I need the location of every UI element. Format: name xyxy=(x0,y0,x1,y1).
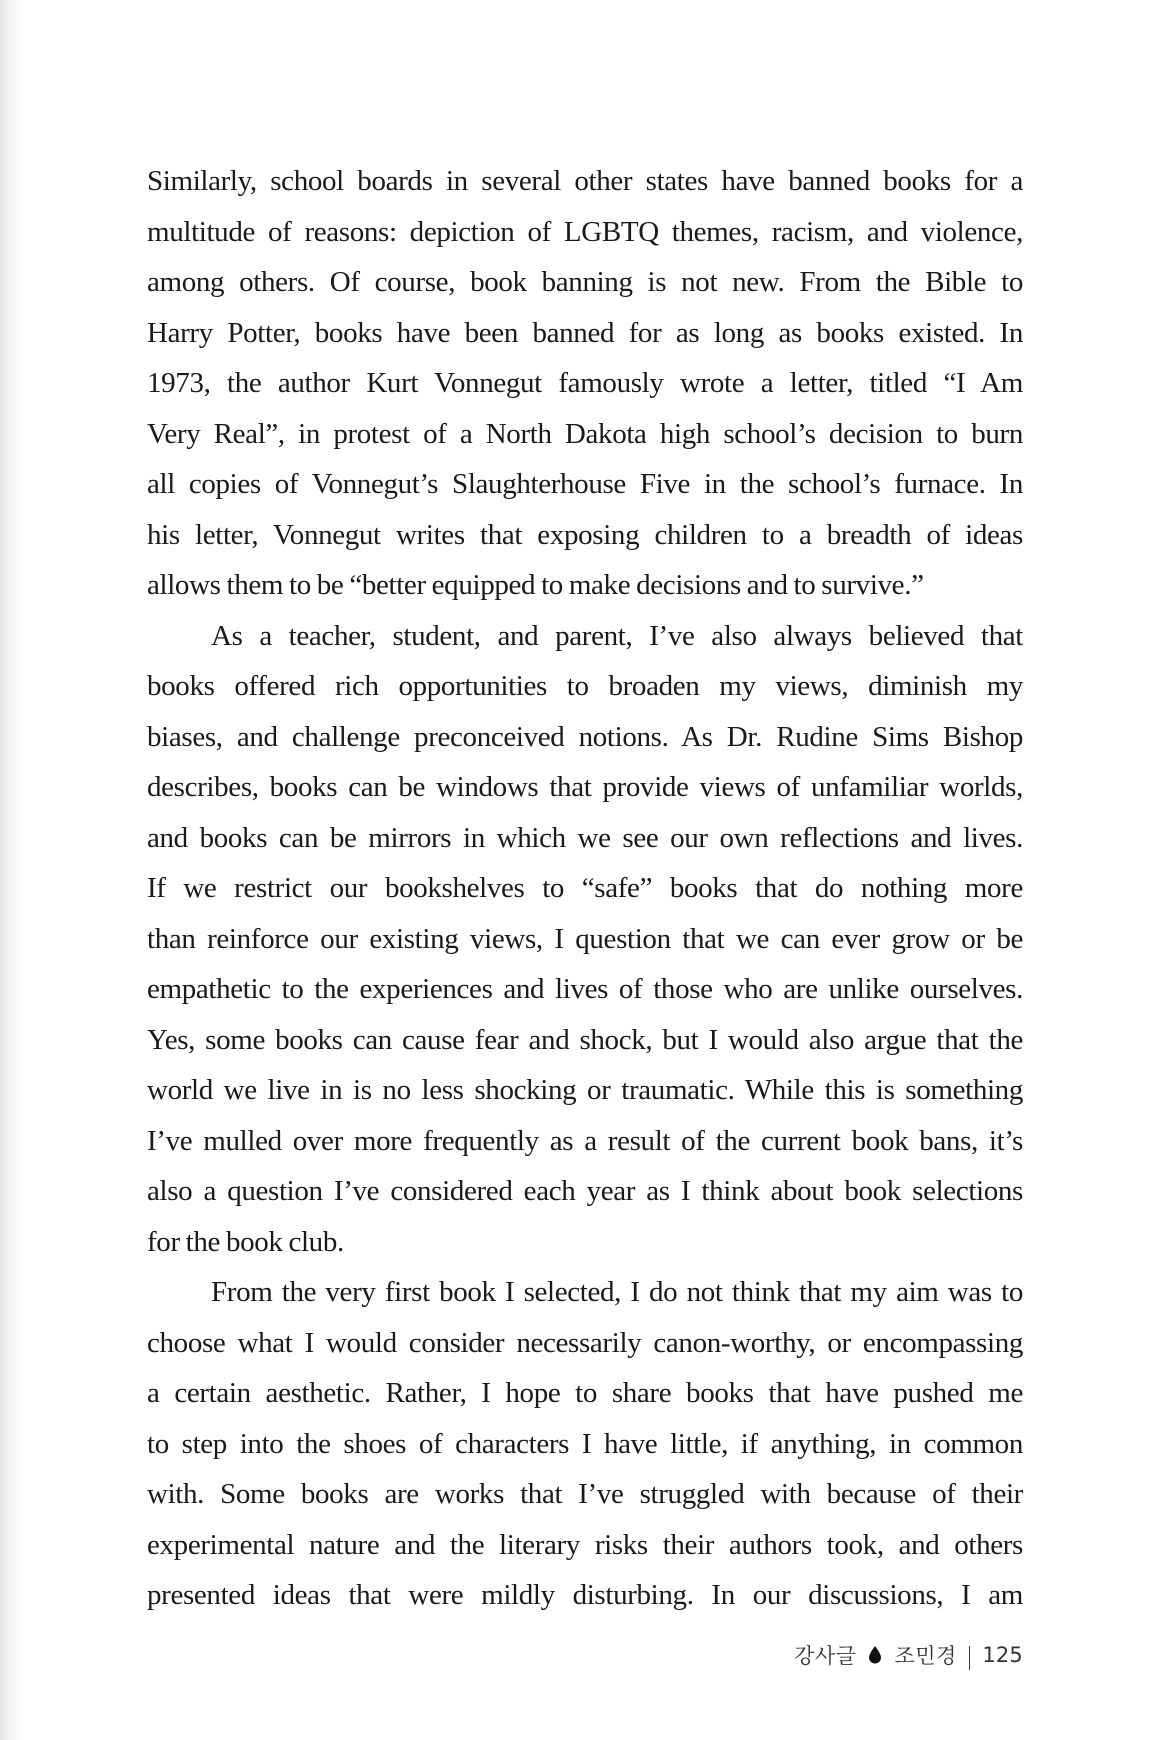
text-line: world we live in is no less shocking or traumatic. While this is something xyxy=(147,1074,1023,1106)
text-line: for the book club. xyxy=(147,1225,344,1258)
drop-icon xyxy=(868,1645,882,1663)
text-line: to step into the shoes of characters I have little, if anything, in common xyxy=(147,1427,1023,1460)
text-line: describes, books can be windows that provide views of unfamiliar worlds, xyxy=(147,771,1023,803)
text-line: experimental nature and the literary risks their authors took, and others xyxy=(147,1528,1023,1561)
text-line: than reinforce our existing views, I question that we can ever grow or be xyxy=(147,922,1023,955)
text-line-indented: From the very first book I selected, I do not think that my aim was to xyxy=(211,1276,1023,1308)
text-line: I’ve mulled over more frequently as a result of the current book bans, it’s xyxy=(147,1124,1023,1157)
section-title: 강사글 xyxy=(794,1644,857,1668)
page-footer xyxy=(794,1640,1023,1670)
text-line: presented ideas that were mildly disturbing. In our discussions, I am xyxy=(147,1579,1023,1611)
text-line: If we restrict our bookshelves to “safe” books that do nothing more xyxy=(147,872,1023,904)
page-number: 125 xyxy=(982,1643,1023,1667)
text-line: Very Real”, in protest of a North Dakota high school’s decision to burn xyxy=(147,417,1023,450)
text-line: among others. Of course, book banning is not new. From the Bible to xyxy=(147,266,1023,298)
text-line: his letter, Vonnegut writes that exposing children to a breadth of ideas xyxy=(147,518,1023,551)
footer-divider xyxy=(969,1646,971,1670)
text-line: with. Some books are works that I’ve struggled with because of their xyxy=(147,1478,1023,1510)
text-line: Harry Potter, books have been banned for as long as books existed. In xyxy=(147,316,1023,349)
text-line: all copies of Vonnegut’s Slaughterhouse Five in the school’s furnace. In xyxy=(147,468,1023,500)
text-line: 1973, the author Kurt Vonnegut famously wrote a letter, titled “I Am xyxy=(147,367,1023,399)
text-line: biases, and challenge preconceived notions. As Dr. Rudine Sims Bishop xyxy=(147,720,1023,753)
paragraph-1 xyxy=(147,156,1023,611)
text-line: empathetic to the experiences and lives of those who are unlike ourselves. xyxy=(147,973,1023,1005)
paragraph-3 xyxy=(147,1267,1023,1621)
text-line: allows them to be “better equipped to make decisions and to survive.” xyxy=(147,569,924,601)
text-line: a certain aesthetic. Rather, I hope to share books that have pushed me xyxy=(147,1377,1023,1409)
text-line: multitude of reasons: depiction of LGBTQ themes, racism, and violence, xyxy=(147,215,1023,248)
text-line: Similarly, school boards in several other states have banned books for a xyxy=(147,165,1023,197)
text-line: and books can be mirrors in which we see our own reflections and lives. xyxy=(147,821,1023,854)
text-line: choose what I would consider necessarily canon-worthy, or encompassing xyxy=(147,1326,1023,1359)
body-text xyxy=(147,156,1023,1621)
paragraph-2 xyxy=(147,611,1023,1268)
page-gutter-shadow xyxy=(0,0,26,1740)
text-line: books offered rich opportunities to broaden my views, diminish my xyxy=(147,670,1023,702)
text-line: also a question I’ve considered each year as I think about book selections xyxy=(147,1175,1023,1207)
author-name: 조민경 xyxy=(894,1644,957,1668)
text-line: Yes, some books can cause fear and shock, but I would also argue that the xyxy=(147,1023,1023,1056)
text-line-indented: As a teacher, student, and parent, I’ve also always believed that xyxy=(211,619,1023,652)
